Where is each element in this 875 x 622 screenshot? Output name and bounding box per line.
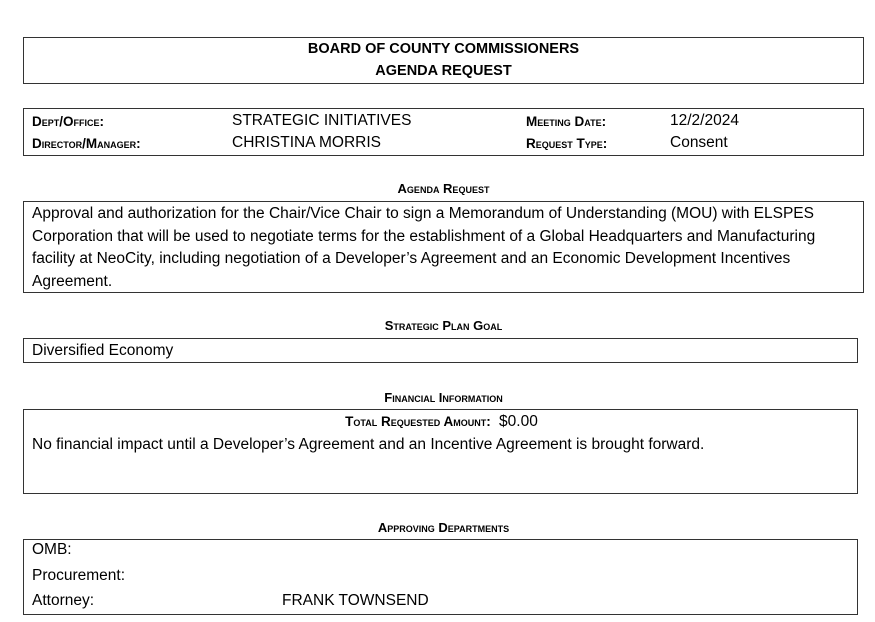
strategic-plan-value: Diversified Economy: [23, 338, 858, 363]
dept-office-value: STRATEGIC INITIATIVES: [232, 112, 412, 129]
form-title-line-1: BOARD OF COUNTY COMMISSIONERS: [307, 41, 580, 57]
form-title-box: [23, 37, 864, 84]
director-manager-label: Director/Manager:: [32, 136, 141, 151]
strategic-plan-heading: Strategic Plan Goal: [384, 318, 503, 333]
financial-note: No financial impact until a Developer’s Agreement and an Incentive Agreement is brought forward.: [32, 436, 705, 453]
total-requested-row: [24, 413, 859, 431]
approving-row-value: FRANK TOWNSEND: [282, 592, 429, 609]
approving-row-label: Attorney:: [32, 592, 95, 609]
agenda-request-heading: Agenda Request: [397, 181, 490, 196]
financial-info-heading: Financial Information: [384, 390, 503, 405]
request-type-label: Request Type:: [526, 136, 608, 151]
meeting-date-value: 12/2/2024: [670, 112, 739, 129]
request-info-box: [23, 108, 864, 156]
form-title-line-2: AGENDA REQUEST: [375, 63, 512, 79]
total-requested-value: $0.00: [499, 413, 538, 430]
director-manager-value: CHRISTINA MORRIS: [232, 134, 381, 151]
approving-row-label: OMB:: [32, 541, 72, 558]
financial-info-box: [23, 409, 858, 494]
dept-office-label: Dept/Office:: [32, 114, 104, 129]
request-type-value: Consent: [670, 134, 728, 151]
approving-departments-heading: Approving Departments: [377, 520, 510, 535]
approving-departments-box: [23, 539, 858, 615]
approving-row-label: Procurement:: [32, 567, 126, 584]
total-requested-label: Total Requested Amount:: [345, 414, 491, 429]
meeting-date-label: Meeting Date:: [526, 114, 607, 129]
agenda-request-text: Approval and authorization for the Chair/Vice Chair to sign a Memorandum of Understanding (MOU) with ELSPES Corporation that will be used to negotiate terms for the establishment of a Global Headquarters and Manufacturing facility at NeoCity, including negotiation of a Developer’s Agreement and an Economic Development Incentives Agreement.: [23, 201, 864, 293]
